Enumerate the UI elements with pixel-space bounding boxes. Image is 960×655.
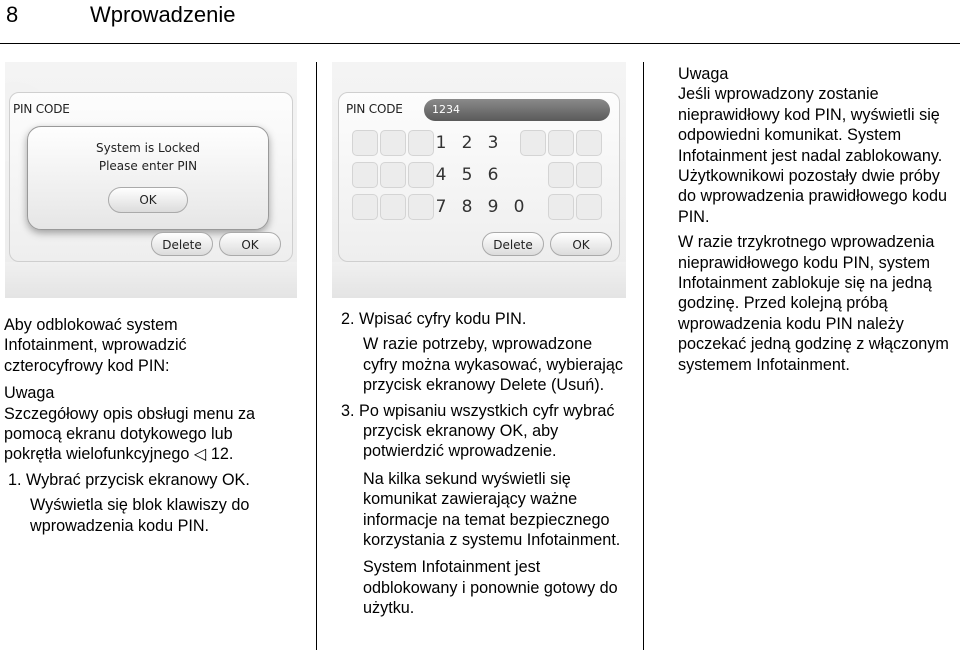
unlocked-paragraph: System Infotainment jest odblokowany i ponownie gotowy do użytku. xyxy=(363,558,618,618)
key-9[interactable]: 9 xyxy=(487,197,499,217)
note-text xyxy=(4,404,284,465)
ok-button[interactable]: OK xyxy=(550,232,612,256)
step-1-text: Wybrać przycisk ekranowy xyxy=(26,470,218,489)
key-8[interactable]: 8 xyxy=(461,197,473,217)
note-title: Uwaga xyxy=(4,384,55,403)
column-2 xyxy=(341,309,631,619)
lockout-paragraph: W razie trzykrotnego wprowadzenia nieprawidłowego kodu PIN, system Infotainment zablokuje się na jedną godzinę. Przed kolejną próbą wprowadzenia kodu PIN należy poczekać jedną godzinę z włączonym systemem Infotainment. xyxy=(678,233,949,374)
note-text-body: Szczegółowy opis obsługi menu za pomocą ekranu dotykowego lub pokrętła wielofunkcyjnego xyxy=(4,404,256,464)
key-0[interactable]: 0 xyxy=(513,197,525,217)
reference-arrow-icon: ◁ xyxy=(193,445,207,464)
key-6[interactable]: 6 xyxy=(487,165,499,185)
delete-button-name: Delete (Usuń) xyxy=(499,376,600,395)
step-2-description: W razie potrzeby, wprowadzone cyfry można wykasować, wybierając przycisk ekranowy Delete (Usuń). xyxy=(363,335,623,395)
ok-button[interactable]: OK xyxy=(219,232,281,256)
key-3[interactable]: 3 xyxy=(487,133,499,153)
pin-code-title: PIN CODE xyxy=(13,102,70,116)
column-divider-left xyxy=(316,62,317,650)
page-number: 8 xyxy=(6,2,19,27)
screenshot-system-locked xyxy=(5,62,297,298)
locked-dialog xyxy=(27,126,269,230)
chapter-title: Wprowadzenie xyxy=(90,2,236,27)
key-1[interactable]: 1 xyxy=(435,133,447,153)
key-7[interactable]: 7 xyxy=(435,197,447,217)
pin-code-title: PIN CODE xyxy=(346,102,403,116)
step-2-text: Wpisać cyfry kodu PIN. xyxy=(359,310,527,328)
step-1-button-name: OK xyxy=(221,470,246,489)
info-paragraph: Na kilka sekund wyświetli się komunikat zawierający ważne informacje na temat bezpiecznego korzystania z systemu Infotainment. xyxy=(363,469,621,550)
step-2 xyxy=(341,309,631,329)
note-page-ref[interactable]: 12. xyxy=(210,445,234,464)
note-text: Jeśli wprowadzony zostanie nieprawidłowy kod PIN, wyświetli się odpowiedni komunikat. System Infotainment jest nadal zablokowany. Użytkownikowi pozostały dwie próby do wprowadzenia prawidłowego kodu PIN. xyxy=(678,85,948,226)
page-header xyxy=(0,0,960,44)
step-1-number: 1. xyxy=(8,470,22,489)
key-5[interactable]: 5 xyxy=(461,165,473,185)
column-divider-right xyxy=(643,62,644,650)
screenshot-pin-keypad xyxy=(332,62,626,298)
ok-button-name: OK xyxy=(499,422,524,441)
step-1: 1. Wybrać przycisk ekranowy OK. xyxy=(8,470,250,489)
dialog-ok-button[interactable]: OK xyxy=(108,187,188,213)
pin-display-field: 1234 xyxy=(424,99,610,121)
intro-paragraph: Aby odblokować system Infotainment, wprowadzić czterocyfrowy kod PIN: xyxy=(4,316,187,375)
step-2-number: 2. xyxy=(341,310,355,328)
step-3-number: 3. xyxy=(341,401,355,420)
column-1 xyxy=(4,315,294,536)
delete-button[interactable]: Delete xyxy=(482,232,544,256)
key-2[interactable]: 2 xyxy=(461,133,473,153)
column-3 xyxy=(678,64,958,375)
key-4[interactable]: 4 xyxy=(435,165,447,185)
note-title: Uwaga xyxy=(678,65,729,83)
dialog-line-2: Please enter PIN xyxy=(98,159,198,173)
dialog-line-1: System is Locked xyxy=(96,141,200,155)
step-1-description: Wyświetla się blok klawiszy do wprowadzenia kodu PIN. xyxy=(30,496,250,535)
delete-button[interactable]: Delete xyxy=(151,232,213,256)
step-3: 3. Po wpisaniu wszystkich cyfr wybrać przycisk ekranowy OK, aby potwierdzić wprowadzenie. xyxy=(341,401,615,461)
